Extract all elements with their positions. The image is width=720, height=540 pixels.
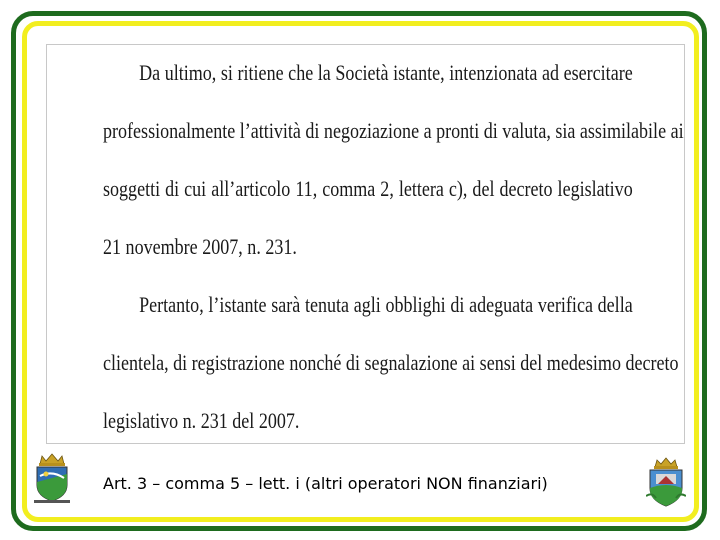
- text-line: clientela, di registrazione nonché di segnalazione ai sensi del medesimo decreto: [103, 350, 679, 375]
- document-text: [103, 51, 684, 457]
- crest-emblem-icon: [32, 452, 72, 504]
- text-line: soggetti di cui all’articolo 11, comma 2, lettera c), del decreto legislativo: [103, 176, 633, 201]
- crest-emblem-icon: [646, 456, 686, 508]
- text-line: Pertanto, l’istante sarà tenuta agli obblighi di adeguata verifica della: [139, 292, 633, 317]
- text-line: professionalmente l’attività di negoziazione a pronti di valuta, sia assimilabile ai: [103, 118, 684, 143]
- text-line: 21 novembre 2007, n. 231.: [103, 234, 297, 259]
- text-line: Da ultimo, si ritiene che la Società istante, intenzionata ad esercitare: [139, 60, 633, 85]
- text-line: legislativo n. 231 del 2007.: [103, 408, 300, 433]
- document-excerpt: [46, 44, 685, 444]
- slide-caption: Art. 3 – comma 5 – lett. i (altri operatori NON finanziari): [103, 474, 548, 493]
